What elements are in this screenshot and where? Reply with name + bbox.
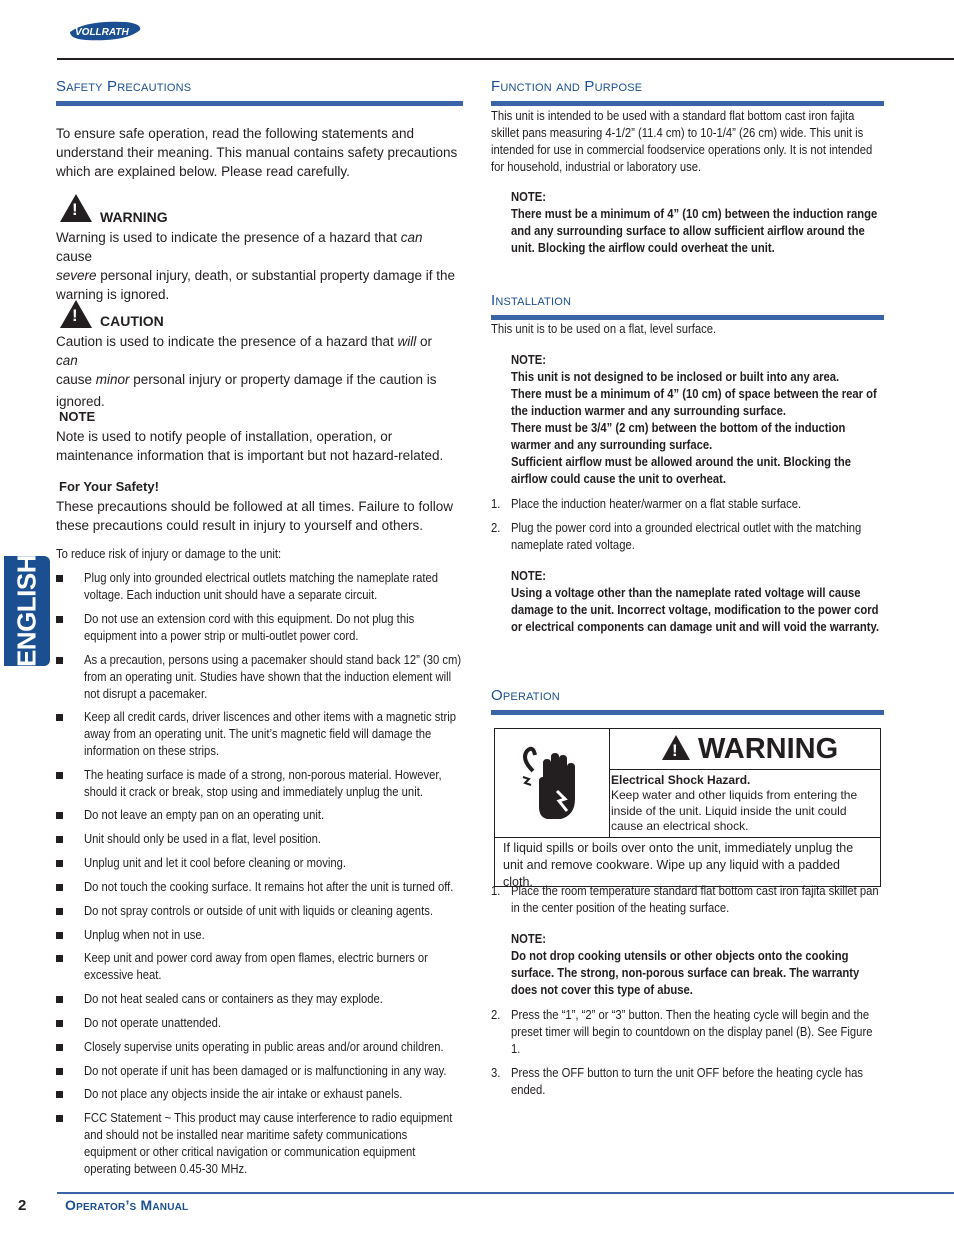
safety-precautions-heading: Safety Precautions <box>56 78 192 95</box>
note-label: NOTE: <box>511 932 547 946</box>
bullet-square-icon <box>56 1091 63 1098</box>
list-item: Unplug unit and let it cool before cleaning or moving. <box>56 855 504 872</box>
list-item: Unit should only be used in a flat, level position. <box>56 831 504 848</box>
bullet-square-icon <box>56 884 63 891</box>
list-item: The heating surface is made of a strong, non-porous material. However, should it crack or break, stop using and immediately unplug the unit. <box>56 767 504 801</box>
step-number: 1. <box>491 884 501 898</box>
operation-heading: Operation <box>491 687 560 704</box>
page-number: 2 <box>18 1197 27 1214</box>
bullet-square-icon <box>56 1115 63 1122</box>
operation-step: Press the OFF button to turn the unit OFF before the heating cycle has ended. <box>511 1066 864 1097</box>
bullet-square-icon <box>56 1044 63 1051</box>
note-label: NOTE: <box>511 190 547 204</box>
list-item: Do not operate unattended. <box>56 1015 504 1032</box>
for-your-safety-text: These precautions should be followed at all times. Failure to follow these precautions could result in injury to yourself and others. <box>56 499 453 533</box>
list-item: Keep unit and power cord away from open flames, electric burners or excessive heat. <box>56 950 504 984</box>
manual-title: Operator’s Manual <box>65 1197 189 1213</box>
warning-title-cell <box>610 729 880 770</box>
list-item: Do not touch the cooking surface. It remains hot after the unit is turned off. <box>56 879 514 896</box>
installation-text: This unit is to be used on a flat, level surface. <box>491 322 717 336</box>
bullet-square-icon <box>56 836 63 843</box>
warning-description: Warning is used to indicate the presence of a hazard that can cause severe personal injury, death, or substantial property damage if the warning is ignored. <box>56 230 455 302</box>
safety-intro: To ensure safe operation, read the following statements and understand their meaning. This manual contains safety precautions which are explained below. Please read carefully. <box>56 126 458 179</box>
heading-bar <box>56 101 463 106</box>
list-item: Do not heat sealed cans or containers as they may explode. <box>56 991 504 1008</box>
footer-rule <box>57 1192 954 1194</box>
step-number: 2. <box>491 521 501 535</box>
bullet-square-icon <box>56 1068 63 1075</box>
list-item: Closely supervise units operating in public areas and/or around children. <box>56 1039 514 1056</box>
hazard-text-cell <box>611 772 879 835</box>
note-label: NOTE <box>59 409 96 424</box>
list-item: Unplug when not in use. <box>56 927 504 944</box>
list-item: Do not operate if unit has been damaged or is malfunctioning in any way. <box>56 1063 514 1080</box>
install-step: Place the induction heater/warmer on a flat stable surface. <box>511 497 802 511</box>
list-item: Do not place any objects inside the air intake or exhaust panels. <box>56 1086 504 1103</box>
electrical-shock-warning-box <box>494 728 881 887</box>
reduce-risk-intro: To reduce risk of injury or damage to the unit: <box>56 547 282 561</box>
operation-step: Press the “1”, “2” or “3” button. Then the heating cycle will begin and the preset timer will begin to countdown on the display panel (B). See Figure 1. <box>511 1008 873 1056</box>
bullet-square-icon <box>56 955 63 962</box>
heading-bar <box>491 101 884 106</box>
electric-shock-hand-icon <box>495 729 609 837</box>
list-item: Do not spray controls or outside of unit with liquids or cleaning agents. <box>56 903 504 920</box>
installation-heading: Installation <box>491 292 572 309</box>
shock-icon-cell <box>495 729 610 838</box>
note-installation-text: This unit is not designed to be inclosed or built into any area. There must be a minimum of 4” (10 cm) of space between the rear of the induction warmer and any surrounding surface. There must be 3/4” (2 cm) between the bottom of the induction warmer and any surrounding surface. Sufficient airflow must be allowed around the unit. Blocking the airflow could cause the unit to overheat. <box>511 370 877 486</box>
heading-bar <box>491 710 884 715</box>
bullet-square-icon <box>56 657 63 664</box>
operation-step: Place the room temperature standard flat bottom cast iron fajita skillet pan in the center position of the heating surface. <box>511 884 879 915</box>
list-item: Plug only into grounded electrical outlets matching the nameplate rated voltage. Each induction unit should have a separate circuit. <box>56 570 504 604</box>
hazard-text: Keep water and other liquids from entering the inside of the unit. Liquid inside the unit could cause an electrical shock. <box>611 788 858 833</box>
vollrath-logo <box>66 18 146 44</box>
note-label: NOTE: <box>511 353 547 367</box>
bullet-square-icon <box>56 908 63 915</box>
function-purpose-heading: Function and Purpose <box>491 78 643 95</box>
bullet-square-icon <box>56 772 63 779</box>
note-description: Note is used to notify people of installation, operation, or maintenance information that is important but not hazard-related. <box>56 429 444 463</box>
step-number: 3. <box>491 1066 501 1080</box>
list-item: Do not use an extension cord with this equipment. Do not plug this equipment into a power strip or multi-outlet power cord. <box>56 611 504 645</box>
bullet-square-icon <box>56 996 63 1003</box>
bullet-square-icon <box>56 860 63 867</box>
warning-bottom-text: If liquid spills or boils over onto the unit, immediately unplug the unit and remove cookware. Wipe up any liquid with a padded cloth. <box>503 841 854 889</box>
divider <box>495 837 880 838</box>
warning-triangle-icon <box>662 735 690 760</box>
list-item: FCC Statement ~ This product may cause interference to radio equipment and should not be installed near maritime safety communications equipment or other critical navigation or communication equipment operating between 0.45-30 MHz. <box>56 1110 504 1178</box>
warning-triangle-icon <box>60 194 92 222</box>
step-number: 1. <box>491 497 501 511</box>
bullet-square-icon <box>56 1020 63 1027</box>
list-item: As a precaution, persons using a pacemaker should stand back 12” (30 cm) from an operating unit. Studies have shown that the induction element will not disrupt a pacemaker. <box>56 652 504 703</box>
note-voltage-text: Using a voltage other than the nameplate rated voltage will cause damage to the unit. Incorrect voltage, modification to the power cord or electrical components can damage unit and will void the warranty. <box>511 586 880 634</box>
function-text: This unit is intended to be used with a standard flat bottom cast iron fajita skillet pans measuring 4-1/2” (11.4 cm) to 10-1/4” (26 cm) wide. This unit is intended for use in commercial foodservice operations only. It is not intended for household, industrial or laboratory use. <box>491 109 873 174</box>
note-label: NOTE: <box>511 569 547 583</box>
hazard-title: Electrical Shock Hazard. <box>611 773 751 787</box>
heading-bar <box>491 315 884 320</box>
caution-description: Caution is used to indicate the presence of a hazard that will or can cause minor personal injury or property damage if the caution is ignored. <box>56 334 437 409</box>
warning-title: WARNING <box>698 733 839 765</box>
note-function-text: There must be a minimum of 4” (10 cm) between the induction range and any surrounding surface to allow sufficient airflow around the unit. Blocking the airflow could overheat the unit. <box>511 207 878 255</box>
list-item: Do not leave an empty pan on an operating unit. <box>56 807 504 824</box>
bullet-square-icon <box>56 575 63 582</box>
svg-text:VOLLRATH: VOLLRATH <box>75 27 129 38</box>
bullet-square-icon <box>56 812 63 819</box>
warning-label: WARNING <box>100 209 168 225</box>
for-your-safety-label: For Your Safety! <box>59 479 159 494</box>
bullet-square-icon <box>56 616 63 623</box>
install-step: Plug the power cord into a grounded electrical outlet with the matching nameplate rated voltage. <box>511 521 862 552</box>
bullet-square-icon <box>56 932 63 939</box>
list-item: Keep all credit cards, driver liscences and other items with a magnetic strip away from an operating unit. The unit’s magnetic field will damage the information on these strips. <box>56 709 504 760</box>
header-rule <box>57 58 954 60</box>
caution-label: CAUTION <box>100 313 164 329</box>
caution-triangle-icon <box>60 300 92 328</box>
bullet-square-icon <box>56 714 63 721</box>
note-operation-text: Do not drop cooking utensils or other objects onto the cooking surface. The strong, non-porous surface can break. The warranty does not cover this type of abuse. <box>511 949 860 997</box>
language-tab: ENGLISH <box>4 556 50 666</box>
step-number: 2. <box>491 1008 501 1022</box>
